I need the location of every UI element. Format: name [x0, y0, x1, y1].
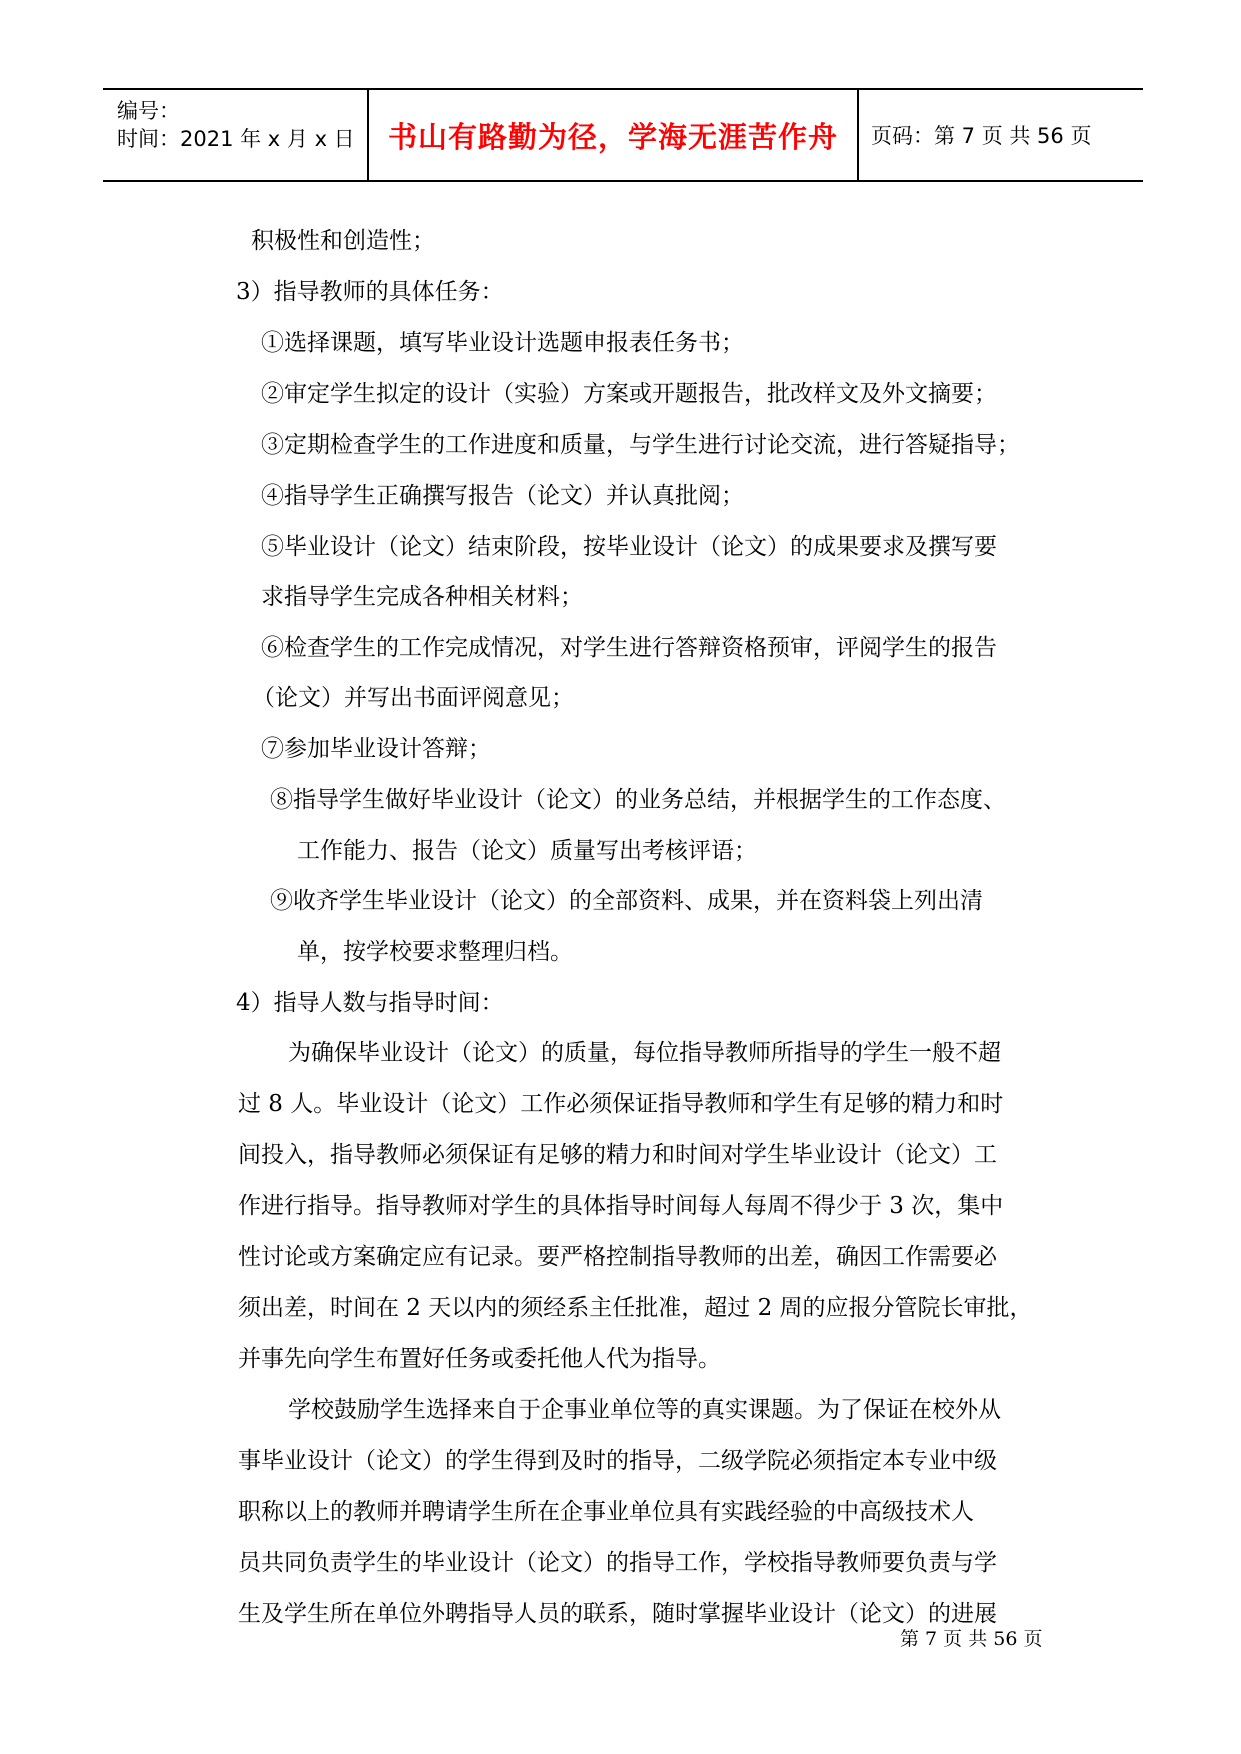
paragraph-line: 间投入，指导教师必须保证有足够的精力和时间对学生毕业设计（论文）工 — [238, 1142, 997, 1168]
header-meta — [103, 90, 369, 180]
paragraph-line: 生及学生所在单位外聘指导人员的联系，随时掌握毕业设计（论文）的进展 — [238, 1601, 997, 1627]
paragraph-line: 性讨论或方案确定应有记录。要严格控制指导教师的出差，确因工作需要必 — [238, 1244, 997, 1270]
page-footer: 第 7 页 共 56 页 — [900, 1628, 1043, 1650]
paragraph-line: 学校鼓励学生选择来自于企事业单位等的真实课题。为了保证在校外从 — [288, 1397, 1001, 1423]
body-line: 积极性和创造性； — [251, 228, 435, 254]
list-item-continued: 单，按学校要求整理归档。 — [297, 939, 573, 965]
list-item: ④指导学生正确撰写报告（论文）并认真批阅； — [261, 483, 744, 509]
document-number-label: 编号： — [117, 99, 180, 123]
list-item-continued: 工作能力、报告（论文）质量写出考核评语； — [297, 838, 757, 864]
list-item: ⑦参加毕业设计答辩； — [261, 736, 491, 762]
header-page-info: 页码：第 7 页 共 56 页 — [871, 124, 1092, 148]
list-item-continued: （论文）并写出书面评阅意见； — [252, 685, 574, 711]
list-item-continued: 求指导学生完成各种相关材料； — [261, 584, 583, 610]
paragraph-line: 并事先向学生布置好任务或委托他人代为指导。 — [238, 1346, 721, 1372]
paragraph-line: 事毕业设计（论文）的学生得到及时的指导，二级学院必须指定本专业中级 — [238, 1448, 997, 1474]
list-item: ⑤毕业设计（论文）结束阶段，按毕业设计（论文）的成果要求及撰写要 — [261, 534, 997, 560]
paragraph-line: 员共同负责学生的毕业设计（论文）的指导工作，学校指导教师要负责与学 — [238, 1550, 997, 1576]
list-item: ②审定学生拟定的设计（实验）方案或开题报告，批改样文及外文摘要； — [261, 381, 997, 407]
list-item: ⑧指导学生做好毕业设计（论文）的业务总结，并根据学生的工作态度、 — [270, 787, 1006, 813]
list-item: ⑨收齐学生毕业设计（论文）的全部资料、成果，并在资料袋上列出清 — [270, 888, 983, 914]
page-header — [103, 88, 1143, 182]
list-item: ⑥检查学生的工作完成情况，对学生进行答辩资格预审，评阅学生的报告 — [261, 635, 997, 661]
header-motto: 书山有路勤为径，学海无涯苦作舟 — [369, 90, 859, 180]
section-heading: 3）指导教师的具体任务： — [236, 279, 504, 305]
paragraph-line: 为确保毕业设计（论文）的质量，每位指导教师所指导的学生一般不超 — [288, 1040, 1001, 1066]
document-time-label: 时间：2021 年 x 月 x 日 — [117, 127, 355, 151]
paragraph-line: 职称以上的教师并聘请学生所在企事业单位具有实践经验的中高级技术人 — [238, 1499, 974, 1525]
paragraph-line: 须出差，时间在 2 天以内的须经系主任批准，超过 2 周的应报分管院长审批， — [238, 1295, 1033, 1321]
list-item: ①选择课题，填写毕业设计选题申报表任务书； — [261, 330, 744, 356]
paragraph-line: 作进行指导。指导教师对学生的具体指导时间每人每周不得少于 3 次，集中 — [238, 1193, 1004, 1219]
list-item: ③定期检查学生的工作进度和质量，与学生进行讨论交流，进行答疑指导； — [261, 432, 1020, 458]
section-heading: 4）指导人数与指导时间： — [236, 990, 504, 1016]
paragraph-line: 过 8 人。毕业设计（论文）工作必须保证指导教师和学生有足够的精力和时 — [238, 1091, 1004, 1117]
